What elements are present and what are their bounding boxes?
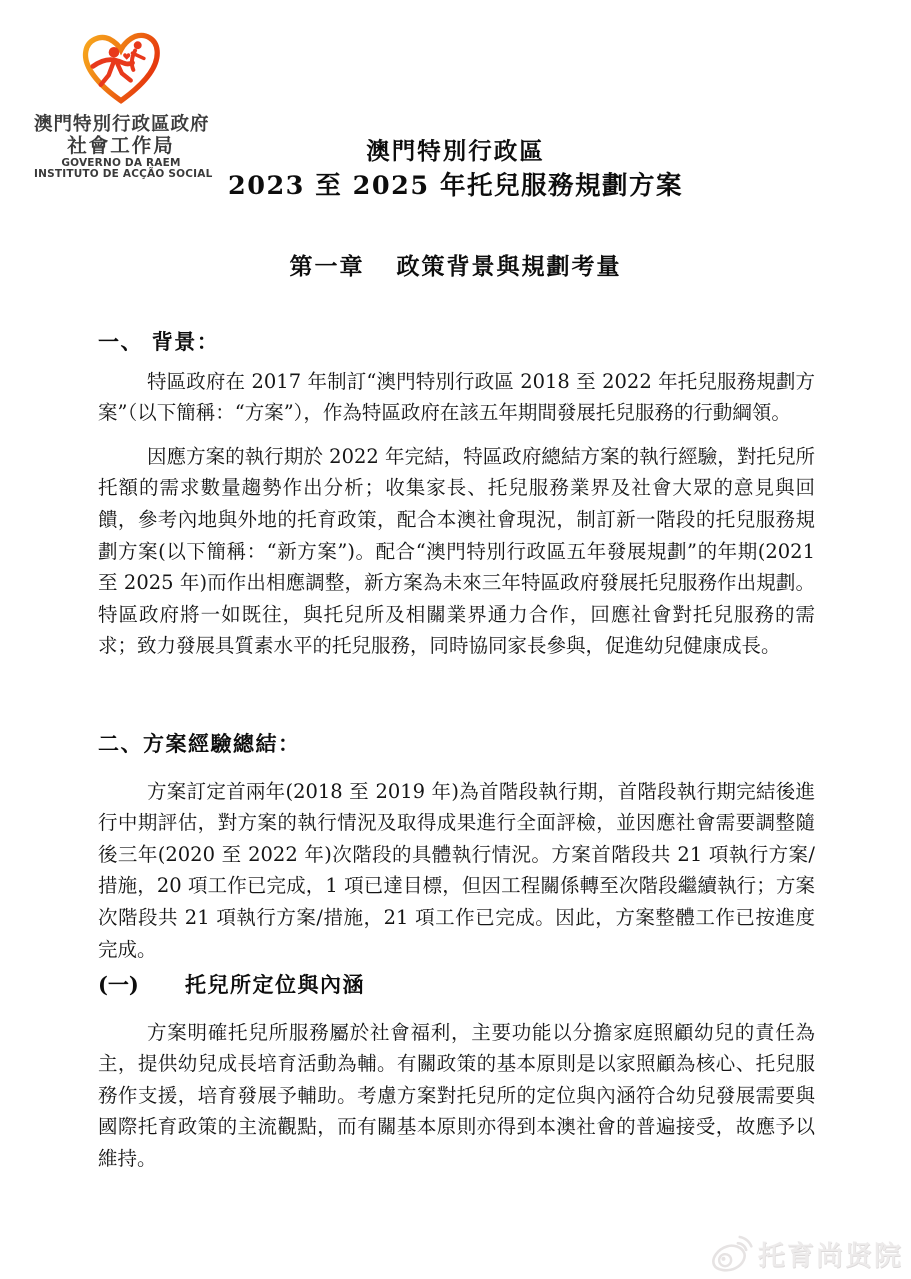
weibo-icon (706, 1232, 756, 1275)
org-name-cn-line2: 社會工作局 (67, 134, 175, 157)
watermark-label: 托育尚贤院 (758, 1241, 903, 1272)
paragraph: 因應方案的執行期於 2022 年完結，特區政府總結方案的執行經驗，對托兒所托額的需求數量趨勢作出分析；收集家長、托兒服務業界及社會大眾的意見與回饋，參考內地與外地的托育政策，配合本澳社會現況，制訂新一階段的托兒服務規劃方案(以下簡稱：“新方案”)。配合“澳門特別行政區五年發展規劃”的年期(2021 至 2025 年)而作出相應調整，新方案為未來三年特區政府發展托兒服務作出規劃。特區政府將一如既往，與托兒所及相關業界通力合作，回應社會對托兒服務的需求；致力發展具質素水平的托兒服務，同時協同家長參與，促進幼兒健康成長。 (98, 444, 815, 658)
section-heading-plan-summary: 二、方案經驗總結： (98, 730, 301, 756)
chapter-marker: 第一章 (289, 253, 365, 280)
chapter-heading (0, 248, 911, 281)
paragraph: 特區政府在 2017 年制訂“澳門特別行政區 2018 至 2022 年托兒服務規劃方案”（以下簡稱：“方案”），作為特區政府在該五年期間發展托兒服務的行動綱領。 (98, 369, 815, 425)
subsection-title: 托兒所定位與內涵 (185, 972, 365, 998)
document-body (98, 326, 815, 1175)
document-title (0, 136, 911, 204)
chapter-title: 政策背景與規劃考量 (396, 253, 622, 280)
paragraph: 方案訂定首兩年(2018 至 2019 年)為首階段執行期，首階段執行期完結後進行中期評估，對方案的執行情況及取得成果進行全面評檢，並因應社會需要調整隨後三年(2020 至 2022 年)次階段的具體執行情況。方案首階段共 21 項執行方案/措施，20 項工作已完成，1 項已達目標，但因工程關係轉至次階段繼續執行；方案次階段共 21 項執行方案/措施，21 項工作已完成。因此，方案整體工作已按進度完成。 (98, 779, 815, 961)
document-title-line2: 2023 至 2025 年托兒服務規劃方案 (227, 171, 684, 201)
org-name-pt-line2: INSTITUTO DE ACÇÃO SOCIAL (34, 168, 213, 180)
document-title-line1: 澳門特別行政區 (366, 137, 545, 165)
subsection-heading-positioning (98, 969, 815, 1001)
section-heading-background: 一、 背景： (98, 329, 220, 354)
subsection-marker: (一) (98, 972, 139, 998)
watermark (708, 1234, 903, 1273)
ias-heart-logo-icon (77, 32, 165, 106)
org-name-pt-line1: GOVERNO DA RAEM (61, 157, 181, 169)
org-name-cn-line1: 澳門特別行政區政府 (34, 114, 210, 135)
paragraph: 方案明確托兒所服務屬於社會福利，主要功能以分擔家庭照顧幼兒的責任為主，提供幼兒成長培育活動為輔。有關政策的基本原則是以家照顧為核心、托兒服務作支援，培育發展予輔助。考慮方案對托兒所的定位與內涵符合幼兒發展需要與國際托育政策的主流觀點，而有關基本原則亦得到本澳社會的普遍接受，故應予以維持。 (98, 1020, 815, 1171)
